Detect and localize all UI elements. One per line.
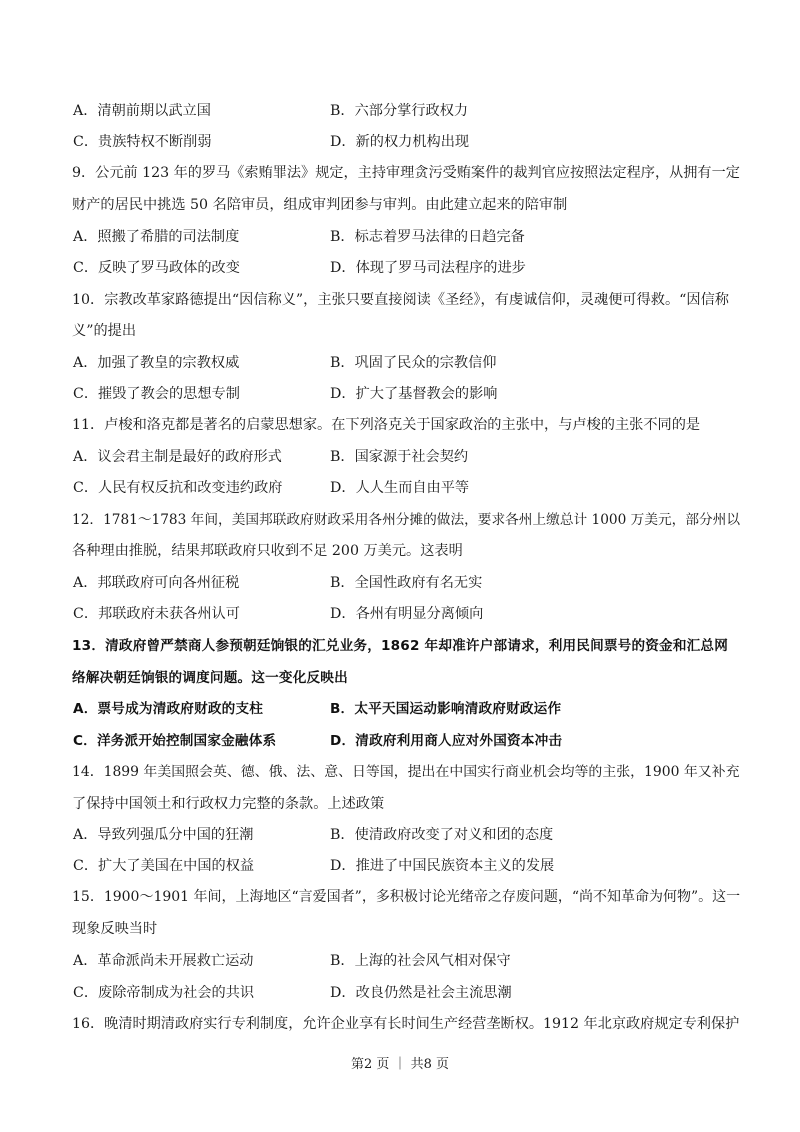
- q14-option-b: B．使清政府改变了对义和团的态度: [330, 827, 554, 843]
- q15-option-d: D．改良仍然是社会主流思潮: [330, 985, 512, 1001]
- q10-option-d: D．扩大了基督教会的影响: [330, 386, 498, 402]
- q16-stem-line-1: 16．晚清时期清政府实行专利制度，允许企业享有长时间生产经营垄断权。1912 年北京政府规定专利保护: [72, 1016, 740, 1032]
- q15-option-c: C．废除帝制成为社会的共识: [73, 985, 255, 1001]
- q14-option-d: D．推进了中国民族资本主义的发展: [330, 858, 555, 874]
- q11-option-b: B．国家源于社会契约: [330, 449, 469, 465]
- q9-option-a: A．照搬了希腊的司法制度: [73, 229, 240, 245]
- q9-stem-line-2: 财产的居民中挑选 50 名陪审员，组成审判团参与审判。由此建立起来的陪审制: [72, 197, 568, 213]
- q13-stem-line-2: 络解决朝廷饷银的调度问题。这一变化反映出: [72, 670, 348, 686]
- q8-option-c: C．贵族特权不断削弱: [73, 134, 212, 150]
- q11-option-c: C．人民有权反抗和改变违约政府: [73, 480, 283, 496]
- page-number-footer: 第2 页 ｜ 共8 页: [350, 1057, 450, 1072]
- q12-option-c: C．邦联政府未获各州认可: [73, 606, 240, 622]
- q8-option-d: D．新的权力机构出现: [330, 134, 470, 150]
- q8-option-b: B．六部分掌行政权力: [330, 103, 469, 119]
- q12-stem-line-1: 12．1781～1783 年间，美国邦联政府财政采用各州分摊的做法，要求各州上缴总计 1000 万美元，部分州以: [72, 512, 741, 528]
- q12-option-b: B．全国性政府有名无实: [330, 575, 483, 591]
- q15-stem-line-2: 现象反映当时: [72, 921, 158, 937]
- q10-stem-line-1: 10．宗教改革家路德提出“因信称义”，主张只要直接阅读《圣经》，有虔诚信仰，灵魂便可得救。“因信称: [72, 292, 729, 308]
- q10-option-b: B．巩固了民众的宗教信仰: [330, 355, 497, 371]
- q10-option-a: A．加强了教皇的宗教权威: [73, 355, 240, 371]
- q12-option-d: D．各州有明显分离倾向: [330, 606, 484, 622]
- q15-stem-line-1: 15．1900～1901 年间，上海地区“言爱国者”，多积极讨论光绪帝之存废问题，“尚不知革命为何物”。这一: [72, 889, 741, 905]
- q13-stem-line-1: 13．清政府曾严禁商人参预朝廷饷银的汇兑业务，1862 年却准许户部请求，利用民间票号的资金和汇总网: [72, 638, 729, 654]
- q15-option-b: B．上海的社会风气相对保守: [330, 953, 511, 969]
- q9-option-b: B．标志着罗马法律的日趋完备: [330, 229, 525, 245]
- q8-option-a: A．清朝前期以武立国: [73, 103, 211, 119]
- q9-option-d: D．体现了罗马司法程序的进步: [330, 260, 526, 276]
- q9-option-c: C．反映了罗马政体的改变: [73, 260, 240, 276]
- q13-option-c: C．洋务派开始控制国家金融体系: [73, 733, 277, 749]
- q13-option-d: D．清政府利用商人应对外国资本冲击: [330, 733, 563, 749]
- q10-stem-line-2: 义”的提出: [72, 323, 137, 339]
- q13-option-a: A．票号成为清政府财政的支柱: [73, 701, 264, 717]
- q14-option-a: A．导致列强瓜分中国的狂潮: [73, 827, 254, 843]
- q11-stem-line-1: 11．卢梭和洛克都是著名的启蒙思想家。在下列洛克关于国家政治的主张中，与卢梭的主张不同的是: [72, 417, 701, 433]
- q10-option-c: C．摧毁了教会的思想专制: [73, 386, 240, 402]
- q14-stem-line-1: 14．1899 年美国照会英、德、俄、法、意、日等国，提出在中国实行商业机会均等的主张，1900 年又补充: [72, 764, 740, 780]
- q13-option-b: B．太平天国运动影响清政府财政运作: [330, 701, 562, 717]
- q15-option-a: A．革命派尚未开展救亡运动: [73, 953, 254, 969]
- q12-stem-line-2: 各种理由推脱，结果邦联政府只收到不足 200 万美元。这表明: [72, 543, 463, 559]
- q14-option-c: C．扩大了美国在中国的权益: [73, 858, 255, 874]
- q11-option-d: D．人人生而自由平等: [330, 480, 470, 496]
- q11-option-a: A．议会君主制是最好的政府形式: [73, 449, 282, 465]
- q14-stem-line-2: 了保持中国领土和行政权力完整的条款。上述政策: [72, 796, 385, 812]
- q12-option-a: A．邦联政府可向各州征税: [73, 575, 240, 591]
- q9-stem-line-1: 9．公元前 123 年的罗马《索贿罪法》规定，主持审理贪污受贿案件的裁判官应按照法定程序，从拥有一定: [72, 165, 740, 181]
